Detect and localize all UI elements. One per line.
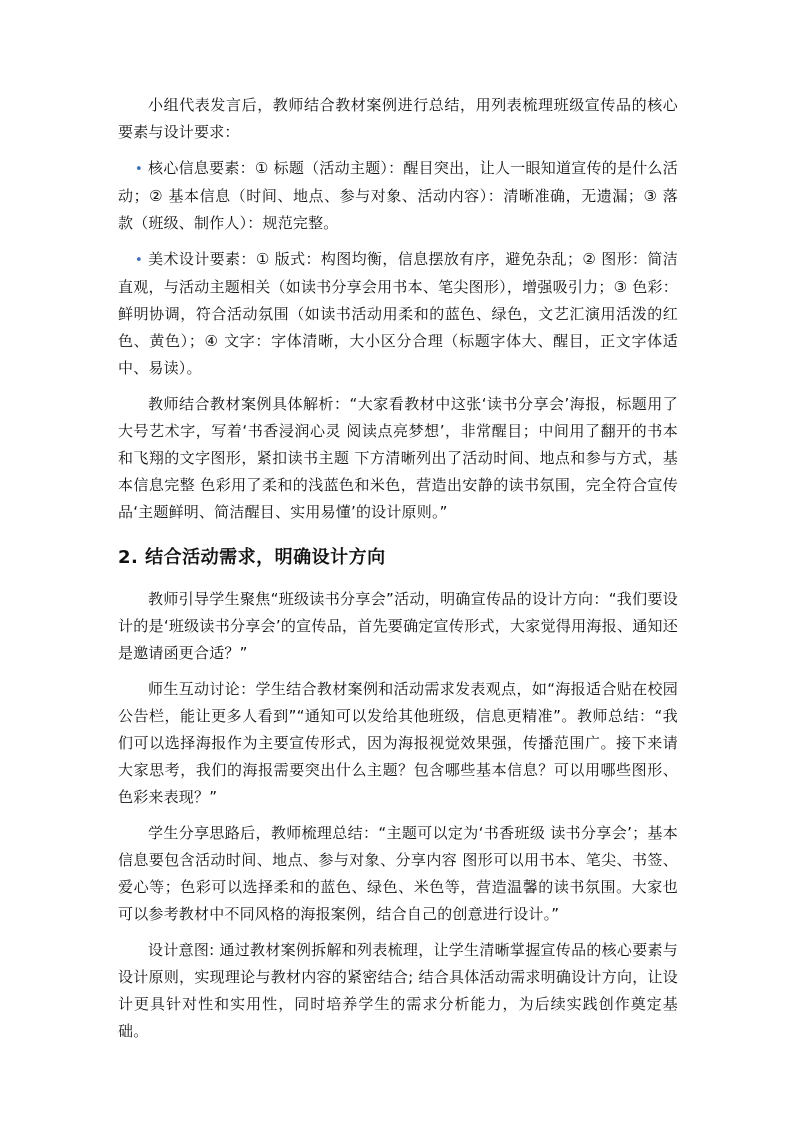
section-heading: 2. 结合活动需求，明确设计方向 bbox=[118, 547, 386, 568]
bullet-dot-icon: • bbox=[135, 162, 143, 177]
paragraph-discussion: 师生互动讨论：学生结合教材案例和活动需求发表观点，如“海报适合贴在校园公告栏，能让更多人看到”“通知可以发给其他班级，信息更精准”。教师总结：“我们可以选择海报作为主要宣传形式，因为海报视觉效果强，传播范围广。接下来请大家思考，我们的海报需要突出什么主题？包含哪些基本信息？可以用哪些图形、色彩来表现？” bbox=[118, 680, 679, 806]
document-page bbox=[118, 92, 678, 1054]
bullet-core-info-text: 核心信息要素：① 标题（活动主题）：醒目突出，让人一眼知道宣传的是什么活动；② 基本信息（时间、地点、参与对象、活动内容）：清晰准确，无遗漏；③ 落款（班级、制作人）：规范完整。 bbox=[118, 159, 678, 232]
bullet-dot-icon: • bbox=[135, 253, 143, 268]
paragraph-design-direction: 教师引导学生聚焦“班级读书分享会”活动，明确宣传品的设计方向：“我们要设计的是‘班级读书分享会’的宣传品，首先要确定宣传形式，大家觉得用海报、通知还是邀请函更合适？” bbox=[118, 590, 678, 662]
paragraph-teacher-summary: 学生分享思路后，教师梳理总结：“主题可以定为‘书香班级 读书分享会’；基本信息要包含活动时间、地点、参与对象、分享内容 图形可以用书本、笔尖、书签、爱心等；色彩可以选择柔和的蓝色、绿色、米色等，营造温馨的读书氛围。大家也可以参考教材中不同风格的海报案例，结合自己的创意进行设计。” bbox=[118, 824, 678, 923]
bullet-art-design bbox=[118, 246, 678, 382]
paragraph-summary-intro: 小组代表发言后，教师结合教材案例进行总结，用列表梳理班级宣传品的核心要素与设计要求： bbox=[118, 96, 678, 141]
bullet-core-info bbox=[118, 155, 678, 237]
paragraph-case-analysis: 教师结合教材案例具体解析：“大家看教材中这张‘读书分享会’海报，标题用了大号艺术字，写着‘书香浸润心灵 阅读点亮梦想’，非常醒目；中间用了翻开的书本和飞翔的文字图形，紧扣读书主题 下方清晰列出了活动时间、地点和参与方式，基本信息完整 色彩用了柔和的浅蓝色和米色，营造出安静的读书氛围，完全符合宣传品‘主题鲜明、简洁醒目、实用易懂’的设计原则。” bbox=[118, 395, 678, 521]
bullet-art-design-text: 美术设计要素：① 版式：构图均衡，信息摆放有序，避免杂乱；② 图形：简洁直观，与活动主题相关（如读书分享会用书本、笔尖图形），增强吸引力；③ 色彩：鲜明协调，符合活动氛围（如读书活动用柔和的蓝色、绿色，文艺汇演用活泼的红色、黄色）；④ 文字：字体清晰，大小区分合理（标题字体大、醒目，正文字体适中、易读）。 bbox=[118, 250, 678, 377]
paragraph-design-intent: 设计意图: 通过教材案例拆解和列表梳理，让学生清晰掌握宣传品的核心要素与设计原则，实现理论与教材内容的紧密结合; 结合具体活动需求明确设计方向，让设计更具针对性和实用性，同时培养学生的需求分析能力，为后续实践创作奠定基础。 bbox=[118, 941, 678, 1040]
